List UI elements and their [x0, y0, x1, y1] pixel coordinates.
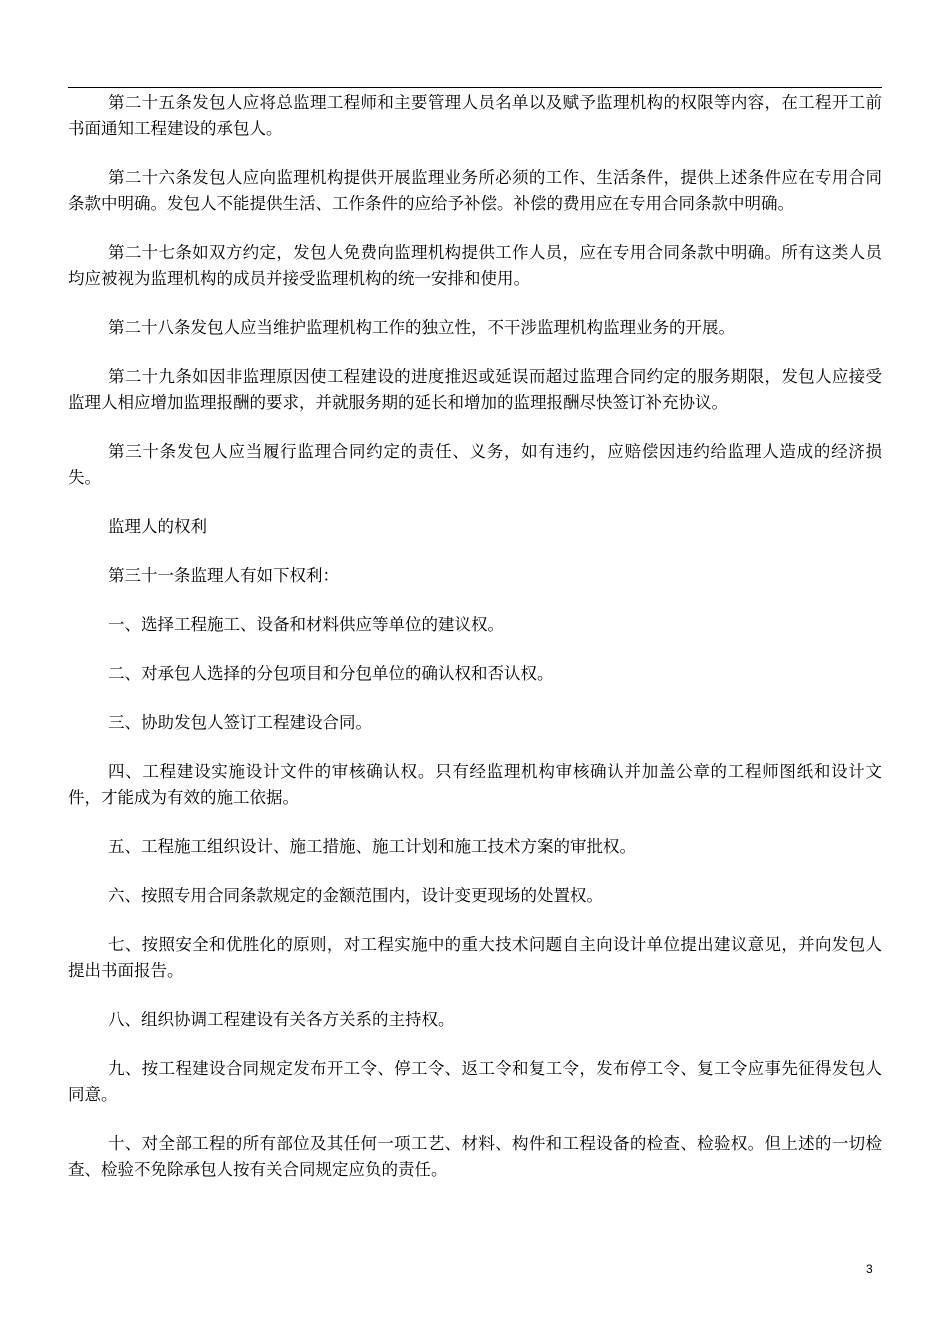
document-body: [68, 90, 882, 1206]
article-26-paragraph: 第二十六条发包人应向监理机构提供开展监理业务所必须的工作、生活条件，提供上述条件应在专用合同条款中明确。发包人不能提供生活、工作条件的应给予补偿。补偿的费用应在专用合同条款中明确。: [68, 168, 882, 213]
right-item-8: 八、组织协调工程建设有关各方关系的主持权。: [108, 1010, 455, 1029]
section-heading: 监理人的权利: [108, 517, 207, 536]
right-item-6: 六、按照专用合同条款规定的金额范围内，设计变更现场的处置权。: [108, 886, 603, 905]
right-item-1: 一、选择工程施工、设备和材料供应等单位的建议权。: [108, 615, 504, 634]
page-number: 3: [866, 1262, 873, 1276]
article-31-paragraph: 第三十一条监理人有如下权利：: [108, 566, 339, 585]
right-item-9: 九、按工程建设合同规定发布开工令、停工令、返工令和复工令，发布停工令、复工令应事先征得发包人同意。: [68, 1059, 882, 1104]
right-item-10: 十、对全部工程的所有部位及其任何一项工艺、材料、构件和工程设备的检查、检验权。但上述的一切检查、检验不免除承包人按有关合同规定应负的责任。: [68, 1134, 882, 1179]
right-item-2: 二、对承包人选择的分包项目和分包单位的确认权和否认权。: [108, 664, 554, 683]
article-28-paragraph: 第二十八条发包人应当维护监理机构工作的独立性，不干涉监理机构监理业务的开展。: [108, 318, 735, 337]
article-25-paragraph: 第二十五条发包人应将总监理工程师和主要管理人员名单以及赋予监理机构的权限等内容，在工程开工前书面通知工程建设的承包人。: [68, 93, 882, 138]
right-item-7: 七、按照安全和优胜化的原则，对工程实施中的重大技术问题自主向设计单位提出建议意见，并向发包人提出书面报告。: [68, 935, 882, 980]
right-item-4: 四、工程建设实施设计文件的审核确认权。只有经监理机构审核确认并加盖公章的工程师图纸和设计文件，才能成为有效的施工依据。: [68, 762, 882, 807]
right-item-5: 五、工程施工组织设计、施工措施、施工计划和施工技术方案的审批权。: [108, 837, 636, 856]
article-27-paragraph: 第二十七条如双方约定，发包人免费向监理机构提供工作人员，应在专用合同条款中明确。所有这类人员均应被视为监理机构的成员并接受监理机构的统一安排和使用。: [68, 243, 882, 288]
header-rule: [68, 87, 882, 88]
article-29-paragraph: 第二十九条如因非监理原因使工程建设的进度推迟或延误而超过监理合同约定的服务期限，发包人应接受监理人相应增加监理报酬的要求，并就服务期的延长和增加的监理报酬尽快签订补充协议。: [68, 367, 882, 412]
article-30-paragraph: 第三十条发包人应当履行监理合同约定的责任、义务，如有违约，应赔偿因违约给监理人造成的经济损失。: [68, 442, 882, 487]
right-item-3: 三、协助发包人签订工程建设合同。: [108, 713, 372, 732]
